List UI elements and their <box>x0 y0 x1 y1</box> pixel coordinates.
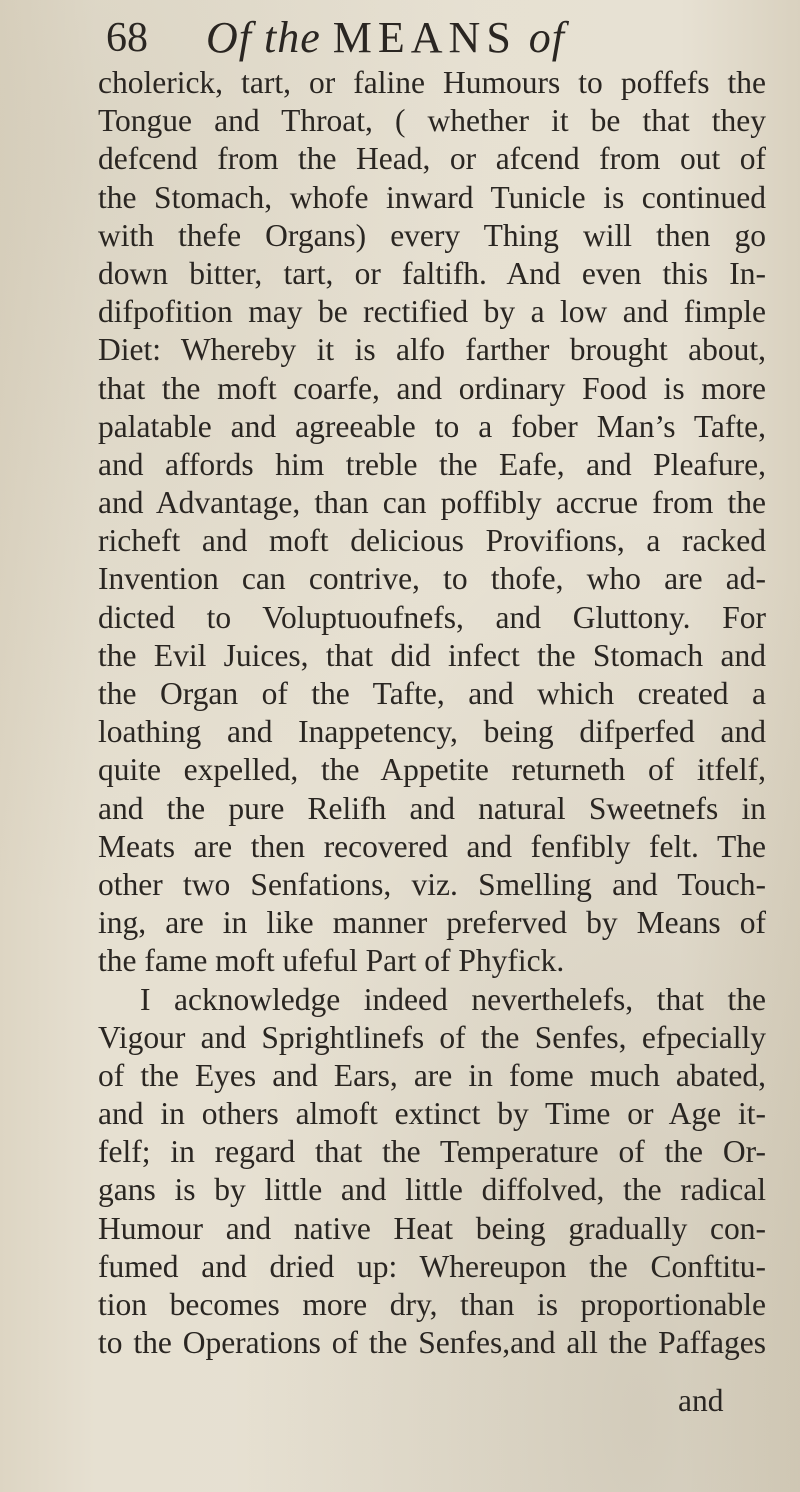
text-line: cholerick, tart, or faline Humours to poffefs the <box>98 65 766 100</box>
text-line: Diet: Whereby it is alfo farther brought about, <box>98 332 766 368</box>
text-line: palatable and agreeable to a fober Man’s Tafte, <box>98 408 766 444</box>
text-line: Meats are then recovered and fenfibly felt. The <box>98 828 766 864</box>
text-line: dicted to Voluptuoufnefs, and Gluttony. For <box>98 599 766 635</box>
text-line: Invention can contrive, to thofe, who are ad- <box>98 561 766 597</box>
text-line: loathing and Inappetency, being difperfed and <box>98 714 766 750</box>
text-line: that the moft coarfe, and ordinary Food is more <box>98 370 766 406</box>
catchword: and <box>678 1383 724 1418</box>
text-line: down bitter, tart, or faltifh. And even this In- <box>98 255 766 291</box>
text-line: the Organ of the Tafte, and which created a <box>98 676 766 711</box>
text-line: with thefe Organs) every Thing will then go <box>98 217 766 253</box>
text-line: richeft and moft delicious Provifions, a racked <box>98 523 766 559</box>
running-head-the: the <box>264 13 321 62</box>
text-line-paragraph-start: I acknowledge indeed neverthelefs, that the <box>140 981 766 1017</box>
text-line: to the Operations of the Senfes,and all the Paffages <box>98 1325 766 1361</box>
text-line: quite expelled, the Appetite returneth of itfelf, <box>98 752 766 788</box>
text-line: of the Eyes and Ears, are in fome much abated, <box>98 1057 766 1093</box>
text-line: Vigour and Sprightlinefs of the Senfes, efpecially <box>98 1019 766 1055</box>
text-line: defcend from the Head, or afcend from out of <box>98 141 766 177</box>
text-line: fumed and dried up: Whereupon the Conftitu- <box>98 1248 766 1284</box>
text-line: tion becomes more dry, than is proportionable <box>98 1287 766 1322</box>
text-line: the fame moft ufeful Part of Phyfick. <box>98 943 565 979</box>
page-number: 68 <box>106 15 148 61</box>
page-header <box>106 10 706 66</box>
text-line: and Advantage, than can poffibly accrue from the <box>98 485 766 521</box>
text-line: difpofition may be rectified by a low and fimple <box>98 294 766 330</box>
text-line: Tongue and Throat, ( whether it be that they <box>98 103 766 139</box>
text-line: and in others almoft extinct by Time or Age it- <box>98 1096 766 1132</box>
running-head-means: MEANS <box>332 13 517 62</box>
text-line: the Evil Juices, that did infect the Stomach and <box>98 637 766 673</box>
text-line: felf; in regard that the Temperature of the Or- <box>98 1134 766 1170</box>
text-line: Humour and native Heat being gradually con- <box>98 1210 766 1246</box>
running-head <box>206 12 565 64</box>
running-head-of-2: of <box>528 13 566 62</box>
text-line: the Stomach, whofe inward Tunicle is continued <box>98 179 766 215</box>
text-line: and affords him treble the Eafe, and Pleafure, <box>98 446 766 482</box>
text-line: ing, are in like manner preferved by Means of <box>98 905 766 941</box>
text-line: other two Senfations, viz. Smelling and Touch- <box>98 866 766 902</box>
text-line: and the pure Relifh and natural Sweetnefs in <box>98 790 766 826</box>
running-head-of: Of <box>206 13 252 62</box>
body-text <box>98 64 766 1362</box>
text-line: gans is by little and little diffolved, the radical <box>98 1172 766 1208</box>
